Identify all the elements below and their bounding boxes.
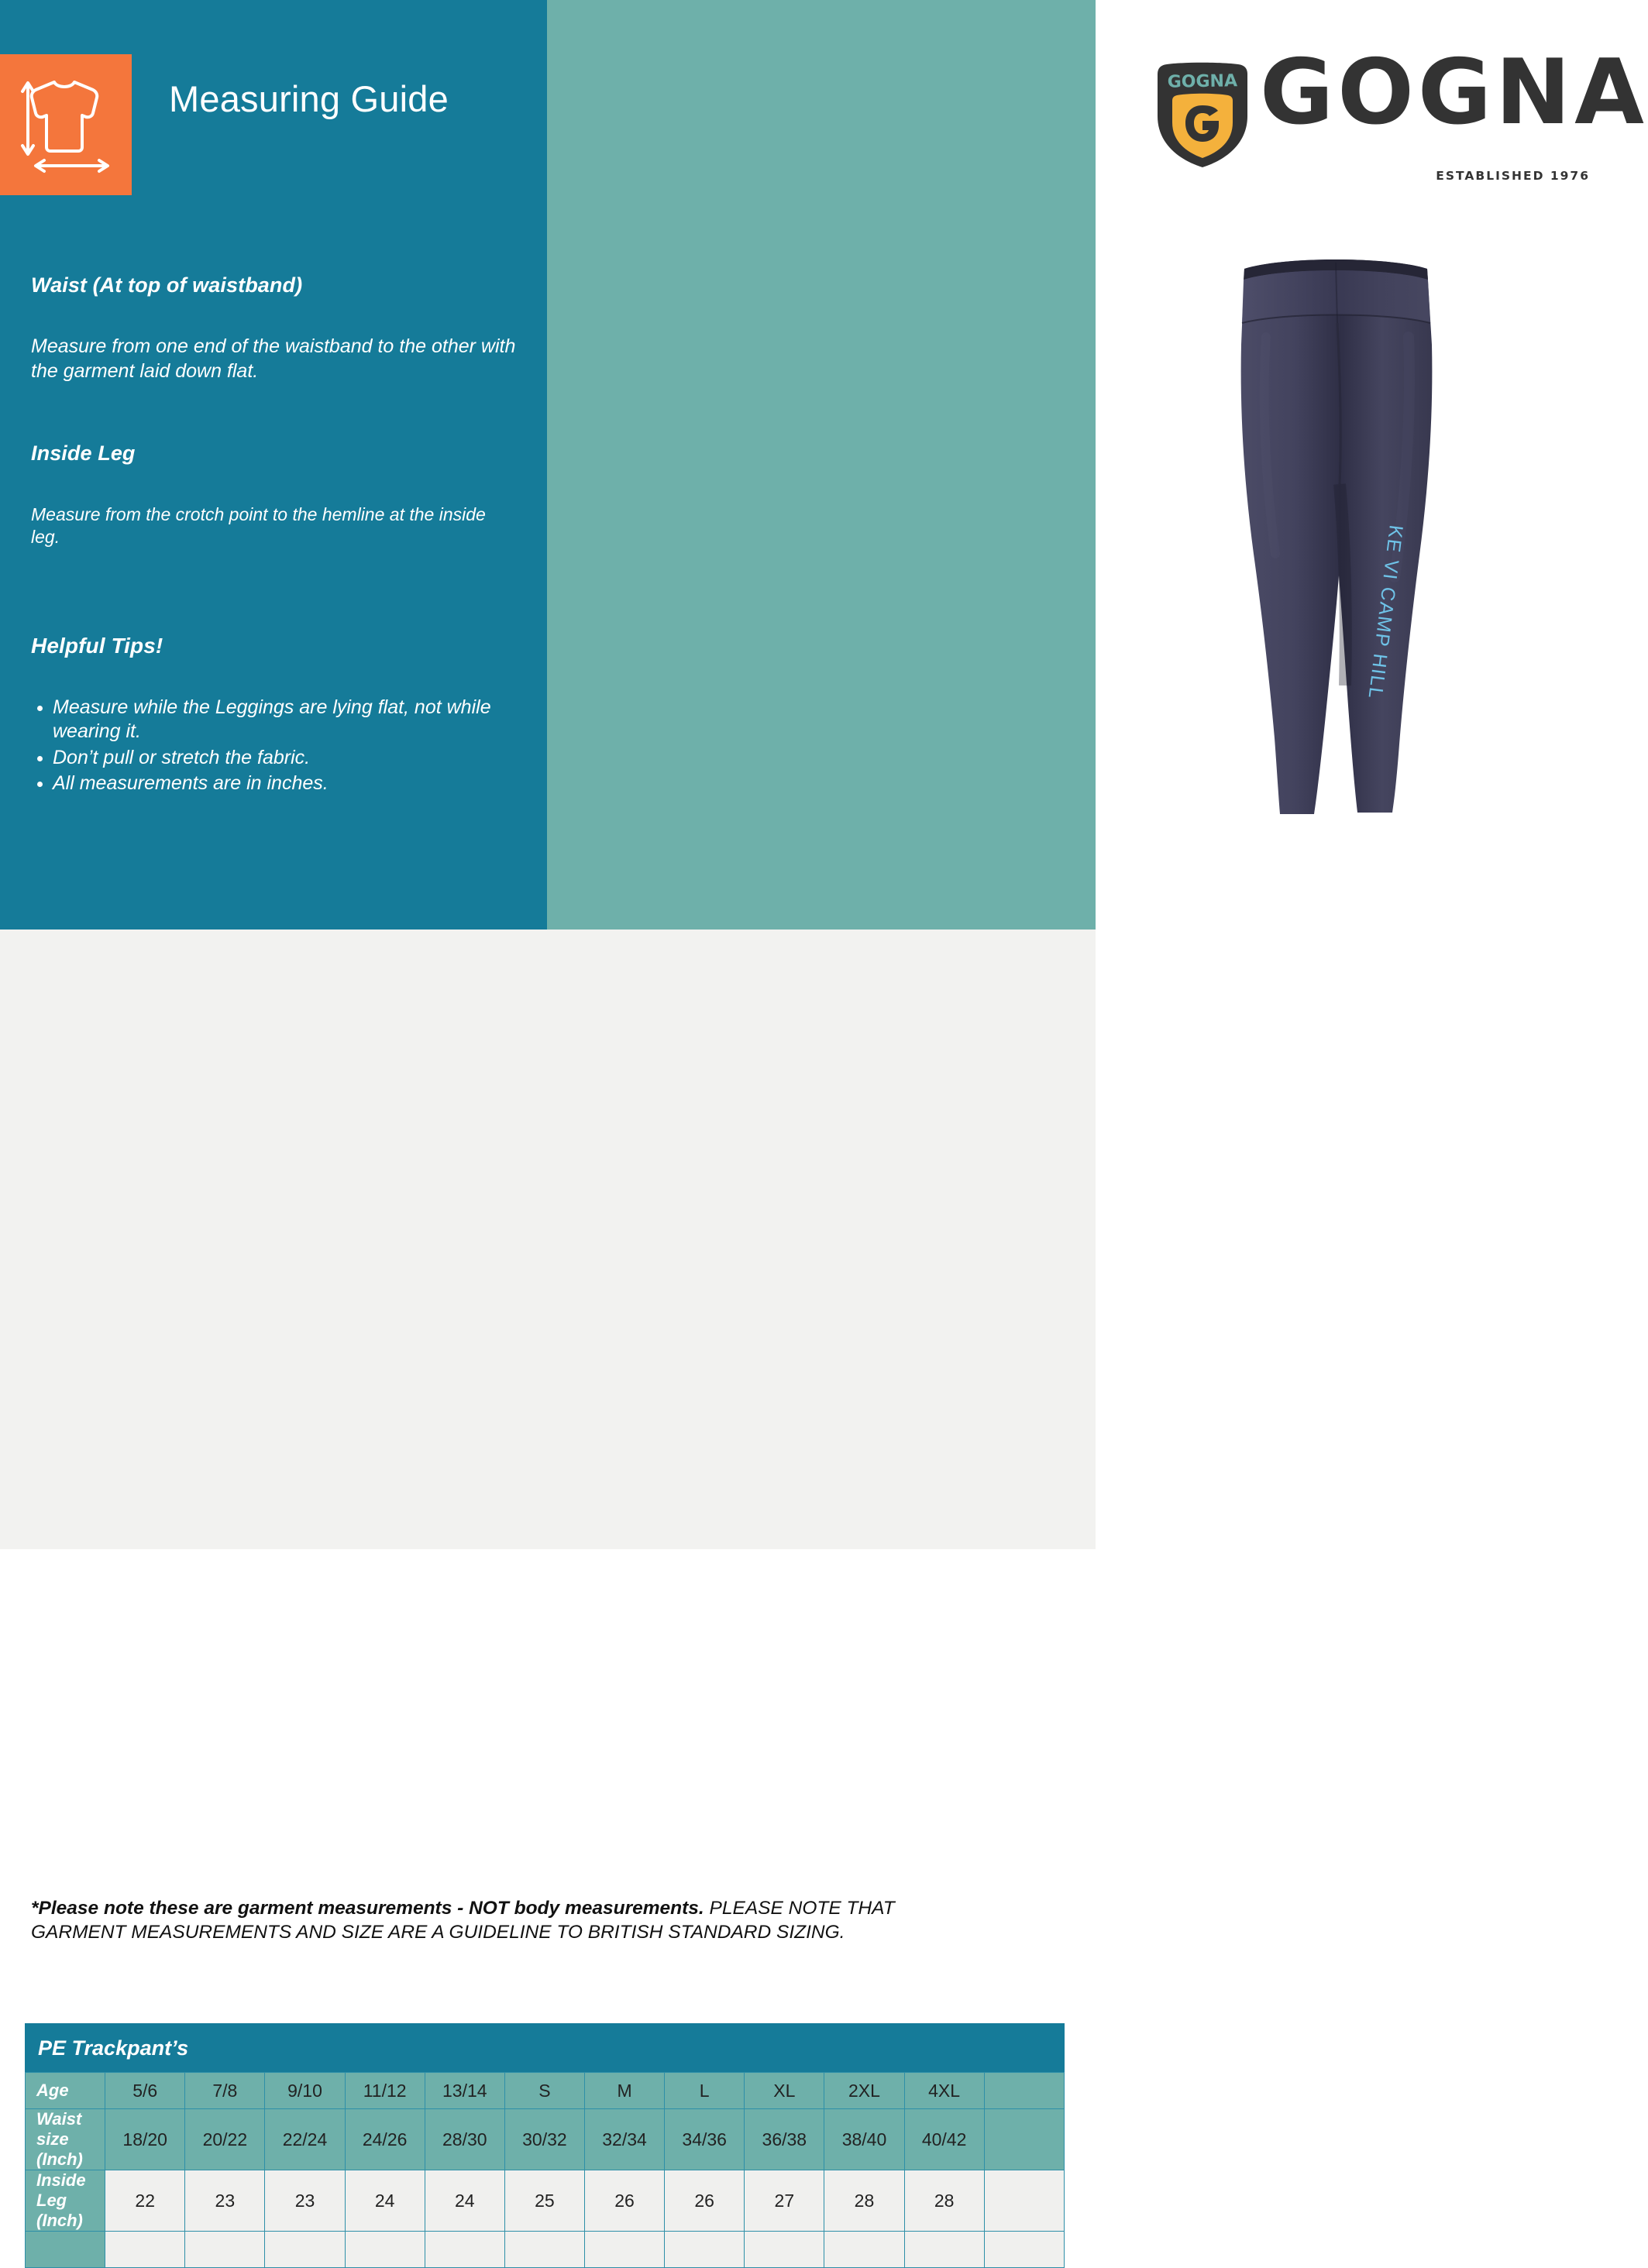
table-cell xyxy=(984,2170,1064,2232)
table-cell: 38/40 xyxy=(824,2109,904,2170)
table-cell: 24 xyxy=(425,2170,504,2232)
disclaimer-rest: PLEASE NOTE THAT GARMENT MEASUREMENTS AND SIZE ARE A GUIDELINE TO BRITISH STANDARD SIZING. xyxy=(31,1898,895,1943)
table-cell: M xyxy=(584,2073,664,2109)
table-cell: 28/30 xyxy=(425,2109,504,2170)
tshirt-measure-icon xyxy=(0,54,132,195)
table-cell: S xyxy=(504,2073,584,2109)
table-cell: 7/8 xyxy=(185,2073,265,2109)
table-cell xyxy=(665,2232,745,2268)
table-cell xyxy=(745,2232,824,2268)
row-label-inside-leg: Inside Leg (Inch) xyxy=(26,2170,105,2232)
table-cell: 30/32 xyxy=(504,2109,584,2170)
table-title-row xyxy=(26,2024,1065,2073)
helpful-tips-heading: Helpful Tips! xyxy=(31,634,163,658)
table-cell xyxy=(185,2232,265,2268)
table-cell: 2XL xyxy=(824,2073,904,2109)
table-cell: 28 xyxy=(824,2170,904,2232)
list-item: • Measure while the Leggings are lying flat, not while wearing it. xyxy=(53,696,518,744)
row-label-waist-size: Waist size (Inch) xyxy=(26,2109,105,2170)
table-cell: 9/10 xyxy=(265,2073,345,2109)
table-cell: 24 xyxy=(345,2170,425,2232)
table-cell xyxy=(904,2232,984,2268)
list-item: • All measurements are in inches. xyxy=(53,771,518,796)
top-section xyxy=(0,0,1648,930)
table-cell xyxy=(345,2232,425,2268)
table-cell xyxy=(984,2109,1064,2170)
table-cell: 36/38 xyxy=(745,2109,824,2170)
table-cell: L xyxy=(665,2073,745,2109)
svg-text:GOGNA: GOGNA xyxy=(1167,71,1238,92)
table-cell: 26 xyxy=(584,2170,664,2232)
table-cell: 13/14 xyxy=(425,2073,504,2109)
table-cell: 23 xyxy=(185,2170,265,2232)
table-cell: 11/12 xyxy=(345,2073,425,2109)
bottom-section xyxy=(0,930,1096,2230)
gogna-wordmark: GOGNA xyxy=(1260,40,1648,145)
table-cell xyxy=(265,2232,345,2268)
established-tagline: ESTABLISHED 1976 xyxy=(1436,169,1590,183)
table-cell xyxy=(105,2232,185,2268)
table-cell: 28 xyxy=(904,2170,984,2232)
table-cell xyxy=(425,2232,504,2268)
table-cell: 22/24 xyxy=(265,2109,345,2170)
size-chart-table xyxy=(25,2023,1065,2268)
garment-print-text: KE VI CAMP HILL xyxy=(1364,524,1407,701)
page-title: Measuring Guide xyxy=(169,78,449,119)
row-label-age: Age xyxy=(26,2073,105,2109)
table-cell: 26 xyxy=(665,2170,745,2232)
measurement-disclaimer xyxy=(31,1896,899,1945)
table-cell: 27 xyxy=(745,2170,824,2232)
shield-icon xyxy=(1153,60,1252,169)
inside-leg-heading: Inside Leg xyxy=(31,442,136,465)
table-cell xyxy=(824,2232,904,2268)
garment-panel xyxy=(547,0,1648,930)
waist-body-text: Measure from one end of the waistband to the other with the garment laid down flat. xyxy=(31,335,516,382)
table-cell: 18/20 xyxy=(105,2109,185,2170)
size-table-wrapper xyxy=(25,2023,1065,2268)
helpful-tips-list xyxy=(20,696,518,797)
leggings-illustration xyxy=(1229,252,1446,840)
table-cell: 40/42 xyxy=(904,2109,984,2170)
table-cell: 24/26 xyxy=(345,2109,425,2170)
gogna-logo xyxy=(1153,40,1648,183)
waist-heading: Waist (At top of waistband) xyxy=(31,273,303,297)
inside-leg-body-text: Measure from the crotch point to the hemline at the inside leg. xyxy=(31,504,486,547)
table-cell xyxy=(584,2232,664,2268)
instructions-panel xyxy=(0,0,547,930)
disclaimer-bold: *Please note these are garment measurements - NOT body measurements. xyxy=(31,1898,704,1919)
table-cell: 32/34 xyxy=(584,2109,664,2170)
table-row xyxy=(26,2109,1065,2170)
table-row xyxy=(26,2073,1065,2109)
table-cell: 5/6 xyxy=(105,2073,185,2109)
table-cell: 4XL xyxy=(904,2073,984,2109)
list-item: • Don’t pull or stretch the fabric. xyxy=(53,746,518,770)
table-cell: 25 xyxy=(504,2170,584,2232)
table-cell xyxy=(984,2232,1064,2268)
table-title: PE Trackpant’s xyxy=(26,2024,1065,2073)
table-cell: 23 xyxy=(265,2170,345,2232)
waist-measure-label: Waist xyxy=(1378,218,1421,235)
table-cell xyxy=(984,2073,1064,2109)
table-cell: 34/36 xyxy=(665,2109,745,2170)
table-cell: 22 xyxy=(105,2170,185,2232)
row-label-blank xyxy=(26,2232,105,2268)
table-cell: XL xyxy=(745,2073,824,2109)
table-row xyxy=(26,2232,1065,2268)
table-cell xyxy=(504,2232,584,2268)
table-row xyxy=(26,2170,1065,2232)
table-cell: 20/22 xyxy=(185,2109,265,2170)
